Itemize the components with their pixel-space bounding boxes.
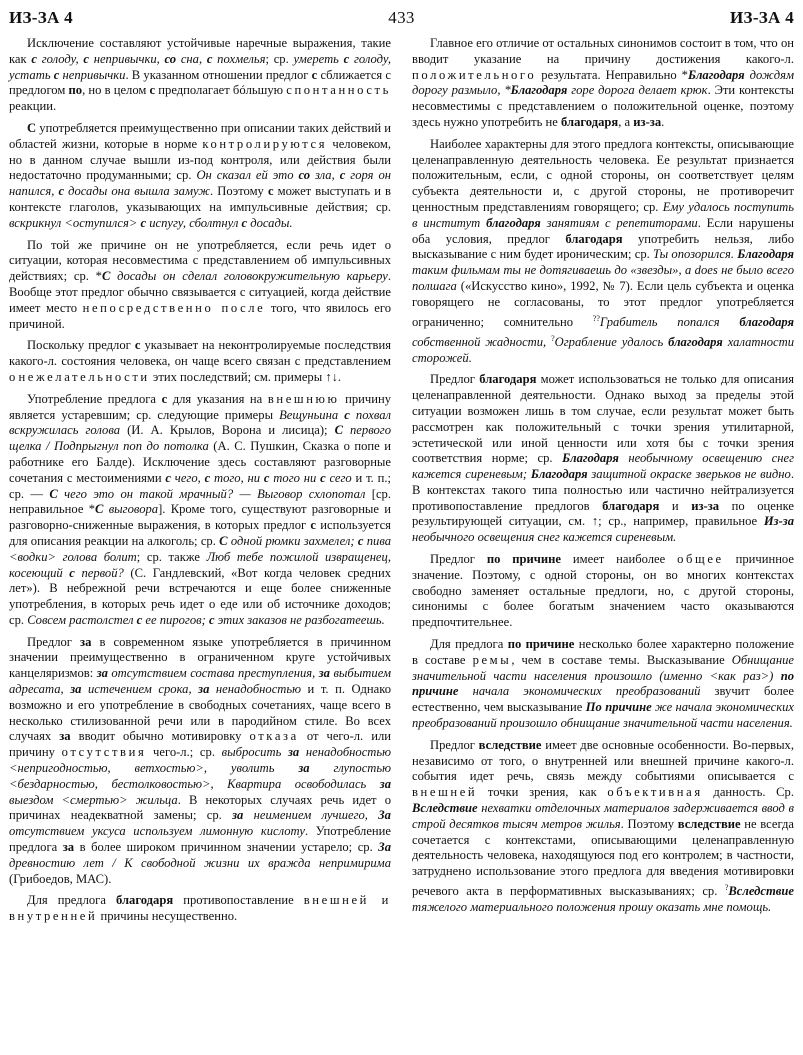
- text-run: , но в целом: [82, 83, 150, 98]
- text-run: .: [661, 114, 665, 129]
- text-run: По причине: [585, 700, 652, 715]
- text-run: По той же причине он не употребляется, если речь идет о ситуации, которая несовместима с представлением об импульсивных действиях; ср. *: [9, 237, 391, 284]
- paragraph: [9, 36, 391, 115]
- text-run: с: [241, 215, 248, 230]
- text-run: непривычки: [59, 67, 126, 82]
- text-run: со: [164, 51, 177, 66]
- text-run: Грабитель попался: [599, 314, 740, 329]
- text-run: от чего-л. или причину: [9, 729, 391, 760]
- right-column: [412, 36, 794, 931]
- text-run: истечением срока,: [81, 682, 199, 697]
- text-run: сближается с предлогом: [9, 67, 392, 98]
- text-run: несколько более характерно положение в составе: [412, 637, 794, 667]
- text-run: («Искусство кино», 1992, № 7). Если цель субъекта и оценка говорящего не согласованы, то этот предлог употребляется ограниченно; сомнительно: [412, 278, 794, 329]
- text-run: по: [68, 83, 83, 98]
- running-head-left: ИЗ-ЗА 4: [9, 8, 73, 27]
- text-run: с: [344, 407, 350, 422]
- text-run: горя он напился,: [9, 168, 391, 199]
- text-run: общее: [677, 552, 724, 567]
- text-run: для указания на: [167, 391, 268, 406]
- text-run: с: [83, 51, 89, 66]
- text-run: С: [95, 502, 104, 517]
- text-run: начала экономических преобразований: [458, 684, 701, 699]
- text-run: по оценке результирующей ситуации, см. ↑; ср., например, правильное: [412, 498, 794, 529]
- page-number: 433: [388, 8, 415, 27]
- text-run: благодаря: [479, 372, 537, 387]
- text-run: употребить нельзя, либо высказывание с ним будет ироническим; ср.: [412, 231, 794, 262]
- text-run: Из-за: [763, 514, 794, 529]
- text-run: досады.: [247, 215, 293, 230]
- text-run: Наиболее характерны для этого предлога контексты, описывающие целенаправленную деятельность человека. Ее результат признается положительным, если, с одной стороны, он соответствует целям субъекта деятельности и, с другой стороны, не противоречит ценностным представлениям говорящего; ср.: [412, 136, 794, 214]
- text-run: вводит обычно мотивировку: [70, 729, 250, 744]
- text-run: Люб тебе пожилой извращенец, косеющий: [9, 549, 391, 580]
- text-run: С: [101, 269, 111, 284]
- text-run: же начала экономических преобразований произошло обнищание значительной части населения.: [412, 700, 794, 731]
- text-run: выездом <смертью> жильца: [9, 792, 178, 807]
- text-run: вследствие: [478, 737, 542, 752]
- text-run: этих заказов не разбогатеешь.: [214, 612, 385, 627]
- text-run: с: [263, 470, 270, 485]
- text-run: ; ср.: [265, 51, 294, 66]
- text-run: благодаря: [486, 215, 541, 230]
- text-run: Он сказал ей это: [196, 168, 299, 183]
- text-run: , а: [618, 114, 634, 129]
- paragraph: [9, 338, 391, 385]
- text-run: Вещуньина: [279, 407, 345, 422]
- text-run: похвал вскружилась голова: [9, 407, 392, 438]
- text-run: непривычки,: [89, 51, 165, 66]
- text-run: с: [310, 518, 317, 533]
- text-run: Благодаря: [687, 67, 745, 82]
- text-run: Благодаря: [510, 83, 568, 98]
- text-run: употребляется преимущественно при описании таких действий и областей жизни, которые в норме: [9, 120, 391, 151]
- text-run: с: [140, 215, 147, 230]
- text-run: Употребление предлога: [27, 391, 162, 406]
- paragraph: [9, 893, 391, 925]
- text-run: за: [318, 666, 330, 681]
- text-run: может выступать и в контексте глаголов, указывающих на импульсивные действия; ср.: [9, 184, 391, 214]
- text-run: отсутствием уксуса используем лимонную кислоту: [9, 824, 305, 839]
- text-run: и т. п. Однако возможно и его употребление в свободных сочетаниях, чаще всего в несколько стилизованной речи или в пародийном стиле. Во всех случаях: [9, 682, 391, 744]
- text-run: с: [136, 612, 143, 627]
- text-run: горе дорога делает крюк: [567, 83, 708, 98]
- text-run: указывает на неконтролируемые последствия какого-л. состояния человека, он чаще всего связан с представлением о: [9, 338, 391, 384]
- text-run: внешней и внутренней: [9, 893, 391, 924]
- text-run: звучит более естественно, чем высказывание: [412, 684, 794, 715]
- text-run: за: [379, 776, 391, 791]
- text-run: выбросить: [221, 745, 289, 760]
- text-run: может использоваться не только для описания целенаправленной деятельности. Однако выход за пределы этой ситуации возможен лишь в том случае, если результат может быть рассмотрен как положительный с точки зрения утилитарной, эстетической или иной ценности или хотя бы с точки зрения соответствия норме; ср.: [412, 372, 794, 466]
- text-run: с: [311, 67, 318, 82]
- text-run: Предлог: [430, 552, 487, 567]
- text-run: необычного освещения снег кажется сиреневым.: [412, 530, 677, 545]
- text-run: занятиям с репетиторами: [540, 215, 698, 230]
- paragraph: [412, 552, 794, 631]
- text-run: по причине: [412, 668, 794, 699]
- text-run: сна,: [176, 51, 207, 66]
- text-run: в современном языке употребляется в причинном значении преимущественно в ограниченном круге устойчивых канцеляризмов:: [9, 634, 391, 681]
- text-run: точки зрения, как: [477, 785, 608, 800]
- text-run: внешнюю: [267, 391, 340, 406]
- text-run: вследствие: [677, 816, 741, 831]
- paragraph: [9, 121, 391, 232]
- text-run: в более широком причинном значении устарело; ср.: [74, 840, 379, 855]
- text-run: За: [378, 840, 392, 855]
- text-run: ненадобностью <непригодностью, ветхостью>, уволить: [9, 745, 391, 776]
- text-run: того ни: [269, 470, 321, 485]
- text-run: за: [62, 840, 75, 855]
- text-run: положительного: [412, 67, 537, 82]
- text-run: . Вообще этот предлог обычно связывается с ситуацией, когда действие имеет место: [9, 269, 391, 315]
- text-run: за: [80, 634, 92, 649]
- text-run: ремы: [472, 652, 512, 667]
- text-run: и: [659, 498, 692, 513]
- text-run: Для предлога: [430, 637, 508, 652]
- text-run: чего,: [171, 470, 205, 485]
- text-run: голоду, устать: [9, 51, 391, 82]
- text-run: с: [165, 470, 171, 485]
- text-run: первой?: [74, 565, 124, 580]
- text-run: благодаря: [739, 314, 794, 329]
- text-run: не всегда сочетается с контекстами, описывающими целенаправленную деятельность человека, находящуюся под его контролем; в частности, затруднено использование этого предлога для введения мотивировки речевого акта в перформативных высказываниях; ср.: [412, 816, 794, 899]
- text-run: реакции.: [9, 99, 57, 114]
- text-run: нехватки отделочных материалов задерживается ввод в строй десятков тысяч метров жилья: [412, 801, 794, 831]
- text-run: ]. Кроме того, существуют разговорные и разговорно-сниженные выражения, в которых предлог: [9, 502, 391, 533]
- text-run: ненадобностью: [209, 682, 301, 697]
- text-run: [ср. неправильное *: [9, 486, 391, 517]
- text-run: . Если нарушены оба условия, предлог: [412, 215, 794, 246]
- running-head-right: ИЗ-ЗА 4: [730, 8, 794, 27]
- text-run: Ты опозорился.: [653, 247, 738, 262]
- text-run: объективная: [607, 785, 703, 800]
- text-run: Благодаря: [737, 247, 794, 262]
- text-run: чего это он такой мрачный? — Выговор схлопотал: [57, 486, 366, 501]
- text-run: ??: [592, 313, 600, 323]
- text-run: причину является устаревшим; ср. следующие примеры: [9, 391, 391, 422]
- text-run: имеет наиболее: [561, 552, 678, 567]
- text-run: первого щелка / Подпрыгнул поп до потолка: [9, 423, 391, 454]
- text-run: с: [53, 67, 60, 82]
- text-run: умереть: [293, 51, 344, 66]
- left-column: [9, 36, 391, 931]
- text-run: чего-л.; ср.: [146, 745, 222, 760]
- text-run: со: [298, 168, 311, 183]
- text-run: по причине: [486, 552, 562, 567]
- text-run: Предлог: [27, 634, 81, 649]
- text-run: за: [288, 745, 300, 760]
- text-run: того, ни: [210, 470, 264, 485]
- text-run: тяжелого материального положения прошу оказать мне помощь.: [412, 900, 772, 914]
- text-run: и т. п.; ср. —: [9, 470, 391, 501]
- text-run: , чем в составе темы. Высказывание: [511, 652, 732, 667]
- text-run: (И. А. Крылов, Ворона и лисица);: [120, 423, 335, 438]
- text-run: непосредственно после: [82, 300, 266, 315]
- paragraph: [9, 238, 391, 333]
- text-run: причинное значение. Поэтому, с одной стороны, он во многих контекстах свободно заменяет остальные предлоги, но, с другой стороны, синонимы с более богатым значением часто оказываются предпочтительнее.: [412, 552, 794, 630]
- text-run: С: [49, 486, 58, 501]
- text-run: за: [232, 808, 244, 823]
- text-run: этих последствий; см. примеры ↑↓.: [149, 369, 342, 384]
- text-run: Главное его отличие от остальных синонимов состоит в том, что он вводит указание на причину достижения какого-л.: [412, 36, 794, 66]
- paragraph: [412, 137, 794, 367]
- text-run: Благодаря: [530, 467, 588, 482]
- text-run: . Употребление предлога: [9, 824, 392, 855]
- text-run: . Поэтому: [210, 184, 268, 199]
- text-run: Поскольку предлог: [27, 338, 135, 353]
- text-run: халатности сторожей.: [412, 334, 795, 365]
- paragraph: [412, 738, 794, 916]
- text-run: за: [198, 682, 210, 697]
- text-run: причины несущественно.: [97, 909, 238, 924]
- text-run: . В некоторых случаях речь идет о причинах неадекватной замены; ср.: [9, 792, 391, 823]
- text-run: человеком, но в данном случае вышли из-под контроля, или действия были недостаточно продуманными; ср.: [9, 136, 391, 183]
- text-run: (А. С. Пушкин, Сказка о попе и работнике его Балде). Исключение здесь составляют разговорные сочетания с местоимениями: [9, 439, 391, 485]
- text-run: Ограбление удалось: [554, 334, 669, 349]
- text-run: с: [206, 51, 213, 66]
- page-header: [9, 6, 794, 36]
- text-run: сего: [325, 470, 352, 485]
- text-run: за: [298, 761, 310, 776]
- text-run: за: [70, 682, 82, 697]
- text-run: с: [267, 184, 274, 199]
- text-run: отсутствием состава преступления,: [107, 666, 319, 681]
- text-run: За: [378, 808, 391, 823]
- text-run: Благодаря: [562, 451, 619, 466]
- text-columns: [9, 36, 794, 931]
- text-run: голоду,: [36, 51, 84, 66]
- text-run: С: [219, 533, 228, 548]
- text-run: благодаря: [565, 231, 623, 246]
- text-run: с: [208, 612, 215, 627]
- text-run: выговора: [103, 502, 159, 517]
- text-run: внешней: [412, 785, 478, 800]
- text-run: пива <водки> голова болит: [9, 533, 392, 564]
- text-run: похмелья: [212, 51, 266, 66]
- text-run: отсутствия: [61, 745, 147, 760]
- text-run: с: [31, 51, 37, 66]
- text-run: Обнищание значительной части населения произошло (именно <как раз>): [412, 652, 794, 683]
- text-run: противопоставление: [173, 893, 304, 908]
- text-run: из-за: [633, 114, 662, 129]
- text-run: благодаря: [561, 114, 619, 129]
- text-run: благодаря: [602, 498, 660, 513]
- text-run: с: [320, 470, 326, 485]
- text-run: с: [339, 168, 346, 183]
- text-run: Ему удалось поступить в институт: [412, 199, 795, 230]
- text-run: (С. Гандлевский, «Вот когда человек средних лет»). В небрежной речи встречаются и еще более сниженные употребления, в которых речь идет о еде или об источнике доходов; ср.: [9, 565, 391, 627]
- text-run: благодаря: [115, 893, 174, 908]
- text-run: Исключение составляют устойчивые наречные выражения, такие как: [9, 36, 391, 66]
- text-run: ?: [724, 883, 729, 893]
- text-run: . Поэтому: [620, 816, 678, 831]
- text-run: за: [96, 666, 108, 681]
- paragraph: [412, 36, 794, 131]
- text-run: . В указанном отношении предлог: [125, 67, 312, 82]
- text-run: с: [134, 338, 141, 353]
- text-run: древностию лет / К свободной жизни их вражда непримирима: [9, 855, 391, 870]
- text-run: Предлог: [430, 737, 479, 752]
- text-run: Предлог: [430, 372, 480, 387]
- text-run: дождям дорогу размыло, *: [412, 67, 794, 98]
- text-run: ; ср. также: [136, 549, 207, 564]
- text-run: таким фильмам ты не дотягиваешь до «звезды», а does не было всего полшага: [412, 263, 794, 293]
- text-run: досады она вышла замуж: [64, 184, 211, 199]
- text-run: ?: [551, 333, 555, 343]
- text-run: с: [161, 391, 168, 406]
- text-run: из-за: [691, 498, 720, 513]
- text-run: Вследствие: [728, 884, 794, 899]
- text-run: с: [204, 470, 211, 485]
- text-run: досады он сделал головокружительную карьеру: [110, 269, 388, 284]
- paragraph: [9, 392, 391, 629]
- text-run: с: [149, 83, 156, 98]
- paragraph: [412, 372, 794, 546]
- text-run: с: [69, 565, 75, 580]
- text-run: . В контекстах такого типа полностью или частично нейтрализуется противопоставление предлогов: [412, 467, 794, 513]
- text-run: выбытием адресата,: [9, 666, 392, 697]
- text-run: испугу, сболтнул: [146, 215, 242, 230]
- text-run: С: [27, 120, 37, 135]
- text-run: того, что явилось его причиной.: [9, 300, 391, 331]
- text-run: имеет две основные особенности. Во-первых, независимо от того, о внутренней или внешней причине какого-л. события идет речь, связь между событиями описывается с: [412, 737, 794, 784]
- text-run: вскрикнул <оступился>: [9, 215, 141, 230]
- text-run: данность. Ср.: [702, 785, 795, 800]
- text-run: благодаря: [668, 334, 723, 349]
- text-run: глупостью <бездарностью, бестолковостью>, Квартира освободилась: [9, 761, 392, 791]
- text-run: отказа: [249, 729, 299, 744]
- text-run: зла,: [310, 168, 340, 183]
- text-run: контролируются: [202, 136, 328, 151]
- text-run: защитной окраске зверьков не видно: [587, 467, 791, 482]
- paragraph: [9, 635, 391, 888]
- text-run: необычному освещению снег кажется сиреневым;: [412, 451, 794, 482]
- text-run: предполагает бóльшую: [155, 83, 287, 98]
- paragraph: [412, 637, 794, 732]
- text-run: (Грибоедов, МАС).: [9, 871, 112, 886]
- text-run: С: [334, 423, 343, 438]
- text-run: используется для описания реакции на алкоголь; ср.: [9, 518, 391, 548]
- text-run: ее пирогов;: [142, 612, 209, 627]
- text-run: за: [59, 729, 71, 744]
- text-run: спонтанность: [286, 83, 391, 98]
- text-run: одной рюмки захмелел;: [227, 533, 358, 548]
- text-run: Совсем растолстел: [27, 612, 137, 627]
- text-run: с: [357, 533, 364, 548]
- text-run: . Эти контексты несовместимы с представлением о положительной оценке, поэтому здесь нужно употребить не: [412, 83, 794, 129]
- text-run: нежелательности: [18, 369, 150, 384]
- text-run: Для предлога: [27, 893, 116, 908]
- text-run: с: [58, 184, 65, 199]
- text-run: неимением лучшего,: [243, 808, 379, 823]
- text-run: результата. Неправильно *: [536, 67, 688, 82]
- text-run: собственной жадности,: [412, 334, 552, 349]
- text-run: по причине: [507, 637, 575, 652]
- text-run: с: [343, 51, 350, 66]
- text-run: Вследствие: [412, 801, 478, 816]
